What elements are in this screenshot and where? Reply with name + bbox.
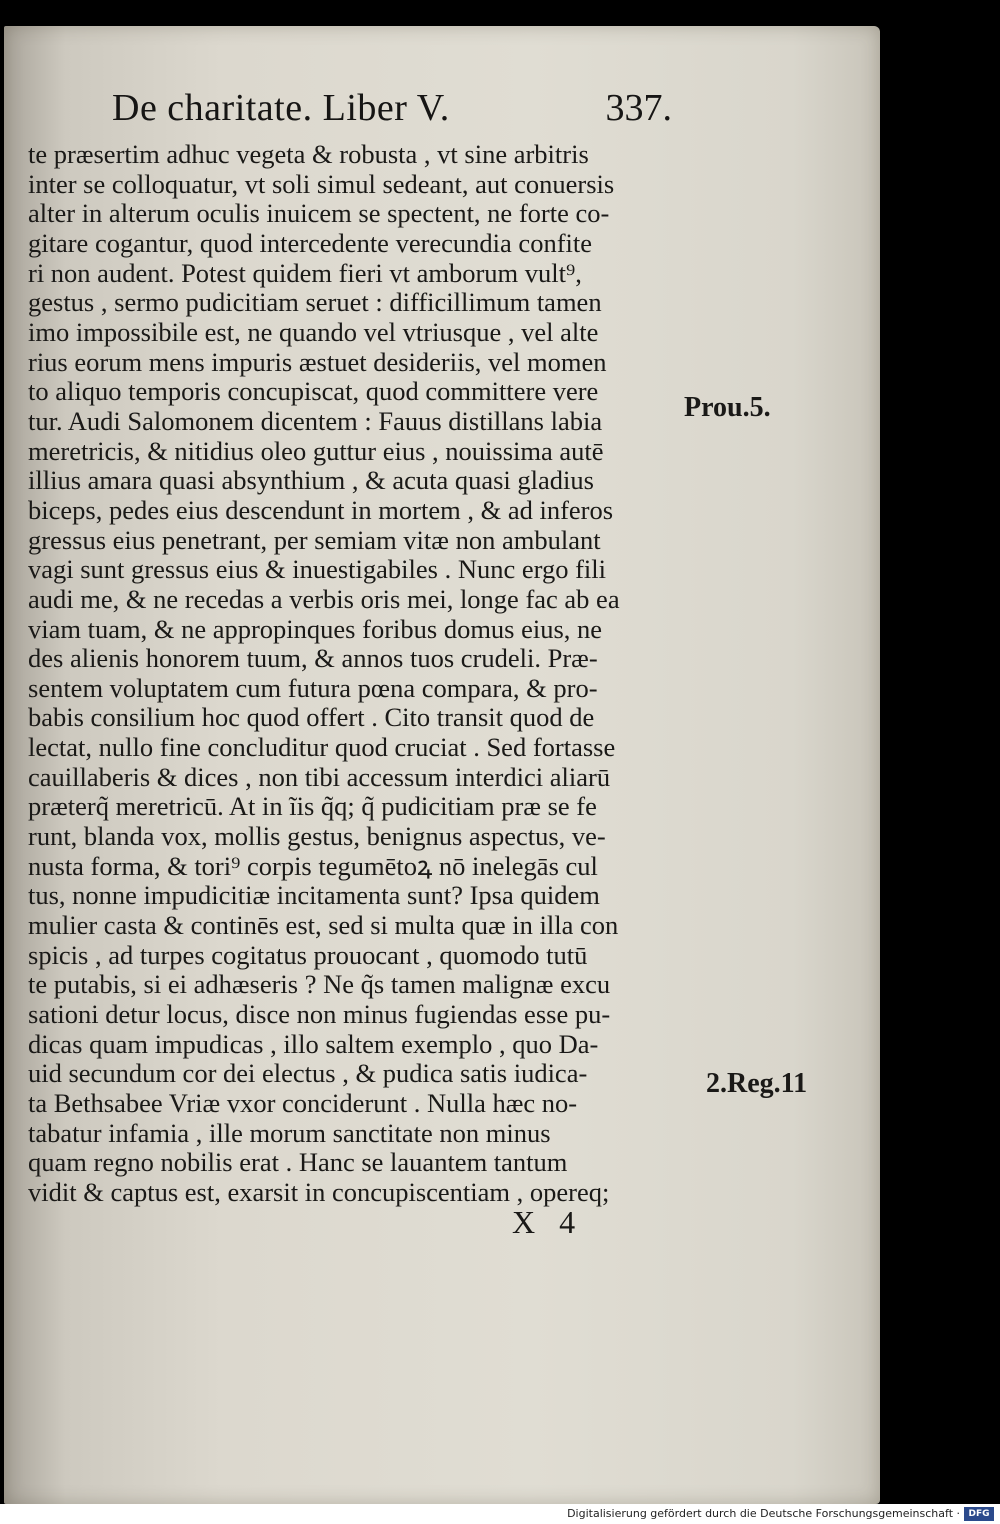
text-line: biceps, pedes eius descendunt in mortem , & ad inferos xyxy=(28,495,614,525)
text-line: inter se colloquatur, vt soli simul sedeant, aut conuersis xyxy=(28,169,615,199)
text-line: vagi sunt gressus eius & inuestigabiles . Nunc ergo fili xyxy=(28,555,607,585)
text-line: sationi detur locus, disce non minus fugiendas esse pu- xyxy=(28,1000,611,1030)
footer-bar xyxy=(0,1504,1000,1524)
text-line: rius eorum mens impuris æstuet desideriis, vel momen xyxy=(28,347,607,377)
signature-mark: X 4 xyxy=(512,1204,584,1240)
text-line: tabatur infamia , ille morum sanctitate non minus xyxy=(28,1118,551,1148)
footer-credit: Digitalisierung gefördert durch die Deutsche Forschungsgemeinschaft · xyxy=(567,1507,960,1520)
text-line: illius amara quasi absynthium , & acuta quasi gladius xyxy=(28,466,594,496)
text-line: quam regno nobilis erat . Hanc se lauantem tantum xyxy=(28,1148,568,1178)
text-line: des alienis honorem tuum, & annos tuos crudeli. Præ- xyxy=(28,644,598,674)
text-line: cauillaberis & dices , non tibi accessum interdici aliarū xyxy=(28,762,611,792)
text-line: babis consilium hoc quod offert . Cito transit quod de xyxy=(28,703,595,733)
text-line: ta Bethsabee Vriæ vxor conciderunt . Nulla hæc no- xyxy=(28,1089,578,1118)
text-line: to aliquo temporis concupiscat, quod committere vere xyxy=(28,377,599,407)
dfg-logo[interactable]: DFG xyxy=(964,1507,994,1521)
running-title: De charitate. Liber V. xyxy=(112,87,450,129)
margin-note-proverbs: Prou.5. xyxy=(684,392,771,423)
text-line: spicis , ad turpes cogitatus prouocant , quomodo tutū xyxy=(28,940,588,970)
page-header xyxy=(112,86,672,142)
text-line: dicas quam impudicas , illo saltem exemplo , quo Da- xyxy=(28,1029,599,1059)
text-line: vidit & captus est, exarsit in concupiscentiam , opereq; xyxy=(28,1177,610,1207)
text-line: gressus eius penetrant, per semiam vitæ non ambulant xyxy=(28,525,601,555)
text-line: nusta forma, & tori⁹ corpis tegumētoꝝ nō inelegās cul xyxy=(28,851,598,881)
text-line: sentem voluptatem cum futura pœna compara, & pro- xyxy=(28,673,598,703)
margin-note-kings: 2.Reg.11 xyxy=(706,1068,808,1099)
text-line: lectat, nullo fine concluditur quod cruciat . Sed fortasse xyxy=(28,733,616,763)
text-line: ri non audent. Potest quidem fieri vt amborum vult⁹, xyxy=(28,258,582,288)
text-line: mulier casta & continēs est, sed si multa quæ in illa con xyxy=(28,911,619,941)
body-text xyxy=(28,140,708,1208)
text-line: uid secundum cor dei electus , & pudica satis iudica- xyxy=(28,1059,588,1089)
text-line: gitare cogantur, quod intercedente verecundia confite xyxy=(28,228,593,258)
book-page xyxy=(4,26,880,1504)
text-line: imo impossibile est, ne quando vel vtriusque , vel alte xyxy=(28,317,599,347)
text-line: meretricis, & nitidius oleo guttur eius , nouissima autē xyxy=(28,436,604,466)
text-line: te præsertim adhuc vegeta & robusta , vt sine arbitris xyxy=(28,140,589,169)
text-line: runt, blanda vox, mollis gestus, benignus aspectus, ve- xyxy=(28,822,606,852)
text-line: gestus , sermo pudicitiam seruet : difficillimum tamen xyxy=(28,288,602,318)
text-line: tur. Audi Salomonem dicentem : Fauus distillans labia xyxy=(28,406,603,436)
text-line: viam tuam, & ne appropinques foribus domus eius, ne xyxy=(28,614,603,644)
text-line: audi me, & ne recedas a verbis oris mei, longe fac ab ea xyxy=(28,584,620,614)
text-line: te putabis, si ei adhæseris ? Ne q̃s tamen malignæ excu xyxy=(28,970,611,1000)
page-number: 337. xyxy=(605,87,672,129)
text-line: alter in alterum oculis inuicem se spectent, ne forte co- xyxy=(28,199,610,229)
text-line: tus, nonne impudicitiæ incitamenta sunt? Ipsa quidem xyxy=(28,881,600,911)
text-line: præterq̃ meretricū. At in ĩis q̃q; q̃ pudicitiam præ se fe xyxy=(28,792,597,822)
